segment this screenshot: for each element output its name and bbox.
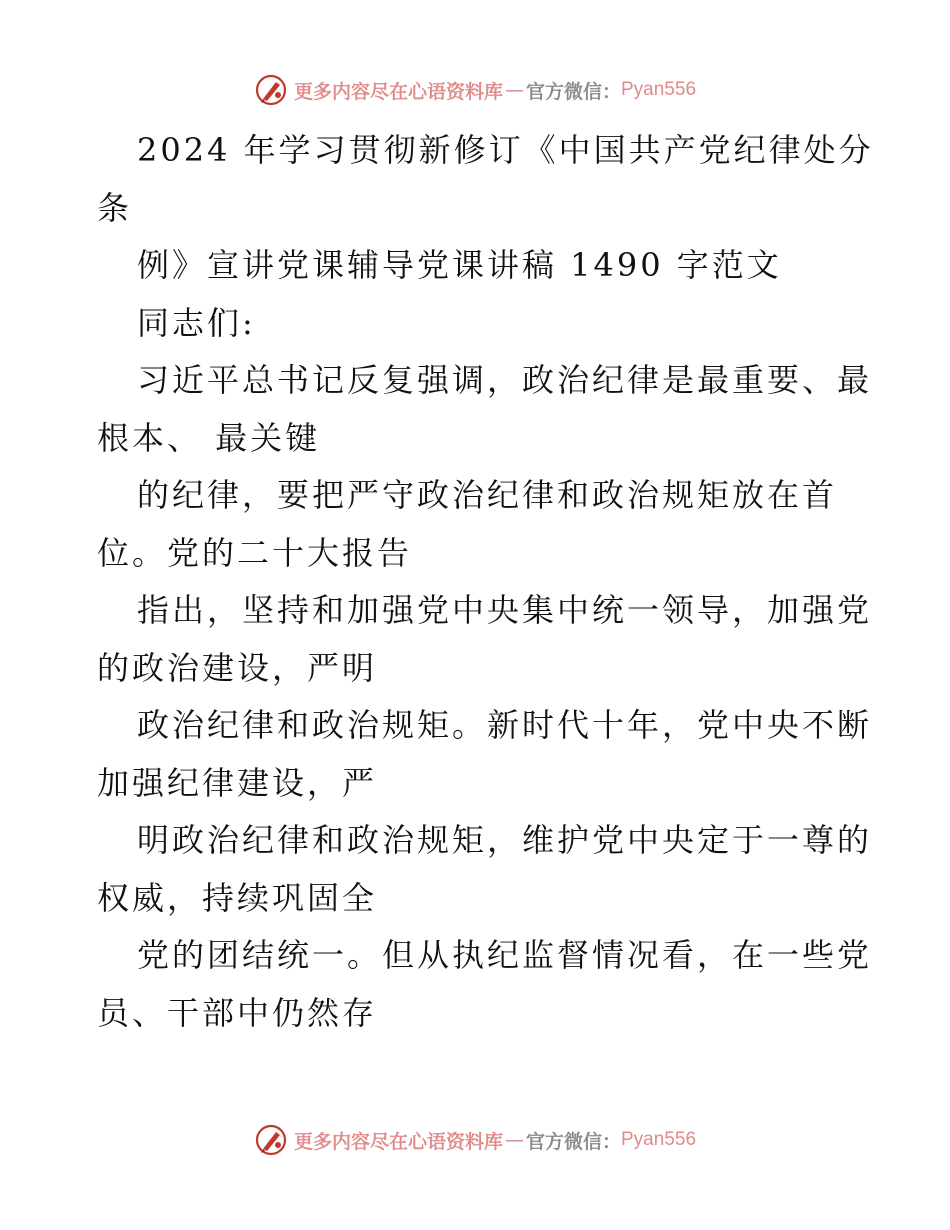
text-line: 指出，坚持和加强党中央集中统一领导，加强党 <box>137 591 873 629</box>
text-line: 习近平总书记反复强调，政治纪律是最重要、最 <box>137 361 873 399</box>
text-line: 2024 年学习贯彻新修订《中国共产党纪律处分 <box>137 131 874 169</box>
text-line: 党的团结统一。但从执纪监督情况看，在一些党 <box>137 936 873 974</box>
banner-wechat-handle: Pyan556 <box>621 79 697 100</box>
header-banner <box>0 70 950 110</box>
text-line: 权威，持续巩固全 <box>97 878 378 917</box>
banner-dash: — <box>504 79 524 101</box>
banner-dash: — <box>504 1129 524 1151</box>
banner-site-name: 更多内容尽在心语资料库 <box>293 1130 503 1153</box>
document-body <box>97 122 874 1042</box>
text-line: 员、干部中仍然存 <box>97 993 378 1032</box>
text-line: 政治纪律和政治规矩。新时代十年，党中央不断 <box>137 706 873 744</box>
quill-pen-icon <box>254 73 288 107</box>
text-line: 例》宣讲党课辅导党课讲稿 1490 字范文 <box>137 246 782 284</box>
text-line: 的纪律，要把严守政治纪律和政治规矩放在首 <box>137 476 838 514</box>
quill-pen-icon <box>254 1123 288 1157</box>
banner-wechat-handle: Pyan556 <box>621 1129 697 1150</box>
text-line: 加强纪律建设，严 <box>97 763 378 802</box>
footer-banner <box>0 1120 950 1160</box>
text-line: 条 <box>97 188 133 227</box>
text-line: 根本、 最关键 <box>97 418 321 457</box>
banner-official-label: 官方微信： <box>525 80 621 103</box>
banner-site-name: 更多内容尽在心语资料库 <box>293 80 503 103</box>
text-line: 明政治纪律和政治规矩，维护党中央定于一尊的 <box>137 821 873 859</box>
text-line: 的政治建设，严明 <box>97 648 378 687</box>
text-line: 位。党的二十大报告 <box>97 533 413 572</box>
text-line: 同志们: <box>137 303 256 342</box>
banner-official-label: 官方微信： <box>525 1130 621 1153</box>
